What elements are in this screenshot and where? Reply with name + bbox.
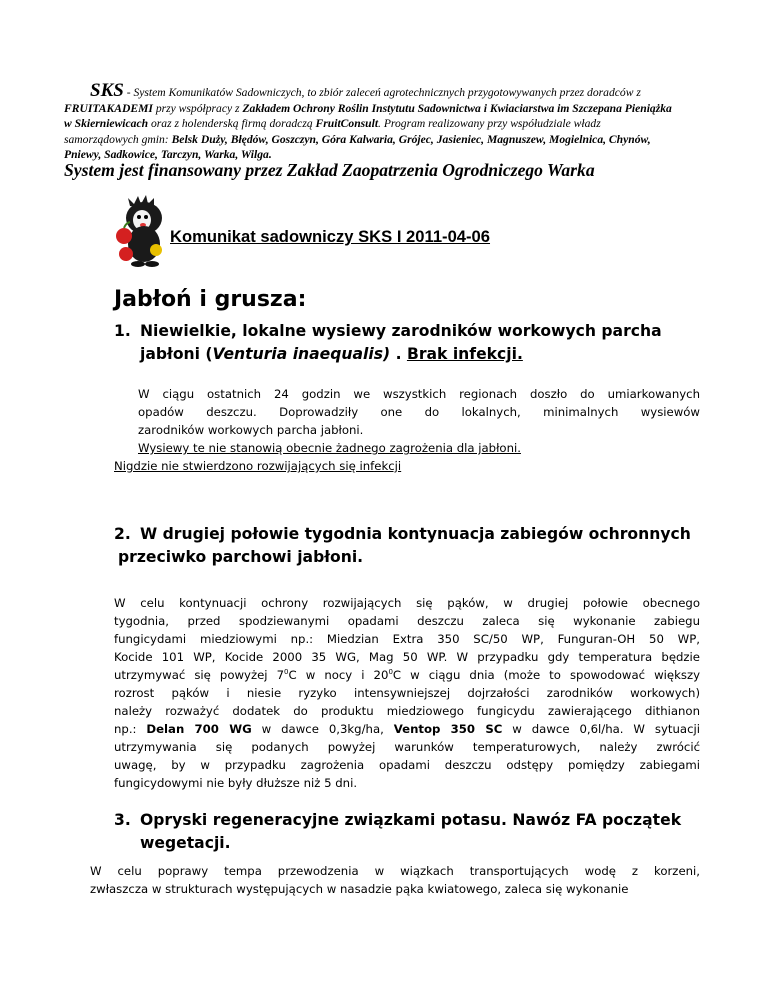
header-intro: SKS - System Komunikatów Sadowniczych, to zbiór zaleceń agrotechnicznych przygotowywanych przez doradców z FRUITAKADEMI przy współpracy z Zakładem Ochrony Roślin Instytutu Sadownictwa i Kwiaciarstwa im Szczepana Pieniążka w Skierniewicach oraz z holenderską firmą doradczą FruitConsult. Program realizowany przy współudziale władz samorządowych gmin: Belsk Duży, Błędów, Goszczyn, Góra Kalwaria, Grójec, Jasieniec, Magnuszew, Mogielnica, Chynów, Pniewy, Sadkowice, Tarczyn, Warka, Wilga. xyxy=(64,80,672,161)
section3-paragraph: W celu poprawy tempa przewodzenia w wiązkach transportujących wodę z korzeni, zwłaszcza w strukturach występujących w nasadzie pąka kwiatowego, zaleca się wykonanie xyxy=(90,864,700,896)
section2-heading: 2. W drugiej połowie tygodnia kontynuacja zabiegów ochronnych przeciwko parchowi jabłoni. xyxy=(114,525,691,566)
section1-paragraph: W ciągu ostatnich 24 godzin we wszystkich regionach doszło do umiarkowanych opadów deszczu. Doprowadziły one do lokalnych, minimalnych wysiewów zarodników workowych parcha jabłoni. Wysiewy te nie stanowią obecnie żadnego zagrożenia dla jabłoni. xyxy=(138,387,700,455)
section2-paragraph: W celu kontynuacji ochrony rozwijających się pąków, w drugiej połowie obecnego tygodnia, przed spodziewanymi opadami deszczu zaleca się wykonanie zabiegu fungicydami miedziowymi np.: Miedzian Extra 350 SC/50 WP, Funguran-OH 50 WP, Kocide 101 WP, Kocide 2000 35 WG, Mag 50 WP. W przypadku gdy temperatura będzie utrzymywać się powyżej $7^0C$ w nocy i $20^0C$ w ciągu dnia (może to spowodować większy rozrost pąków i niesie ryzyko intensywniejszej dojrzałości zarodników workowych) należy rozważyć dodatek do produktu miedziowego fungicydu zawierającego dithianon np.: Delan 700 WG w dawce 0,3kg/ha, Ventop 350 SC w dawce 0,6l/ha. W sytuacji utrzymywania się podanych powyżej warunków temperaturowych, należy zwrócić uwagę, by w przypadku zagrożenia opadami deszczu odstępy pomiędzy zabiegami fungicydowymi nie były dłuższe niż 5 dni. xyxy=(114,596,700,790)
pathogen-name: Venturia inaequalis) xyxy=(212,345,391,363)
section3-heading: 3. Opryski regeneracyjne związkami potasu. Nawóz FA początek wegetacji. xyxy=(114,811,682,852)
fruitconsult-name: FruitConsult xyxy=(315,117,379,130)
product-ventop: Ventop 350 SC xyxy=(393,722,503,736)
section1-conclusion: Nigdzie nie stwierdzono rozwijających się infekcji xyxy=(114,459,402,473)
product-delan: Delan 700 WG xyxy=(146,722,252,736)
sks-logo-text: SKS xyxy=(90,80,124,101)
fruitakademi-name: FRUITAKADEMI xyxy=(64,101,153,115)
page-title: Jabłoń i grusza: xyxy=(114,287,307,312)
no-infection-note: Brak infekcji. xyxy=(406,345,523,363)
komunikat-title: Komunikat sadowniczy SKS I 2011-04-06 xyxy=(170,227,491,246)
institute-name: Zakładem Ochrony Roślin Instytutu Sadownictwa i Kwiaciarstwa im Szczepana Pieniążka w Skierniewicach xyxy=(64,101,672,130)
communes-list: Belsk Duży, Błędów, Goszczyn, Góra Kalwaria, Grójec, Jasieniec, Magnuszew, Mogielnica, Chynów, Pniewy, Sadkowice, Tarczyn, Warka, Wilga. xyxy=(64,132,651,161)
financing-note: System jest finansowany przez Zakład Zaopatrzenia Ogrodniczego Warka xyxy=(64,160,595,180)
mole-mascot-icon xyxy=(112,192,168,270)
section1-heading: 1. Niewielkie, lokalne wysiewy zarodników workowych parcha jabłoni (Venturia inaequalis) . Brak infekcji. xyxy=(114,322,662,363)
